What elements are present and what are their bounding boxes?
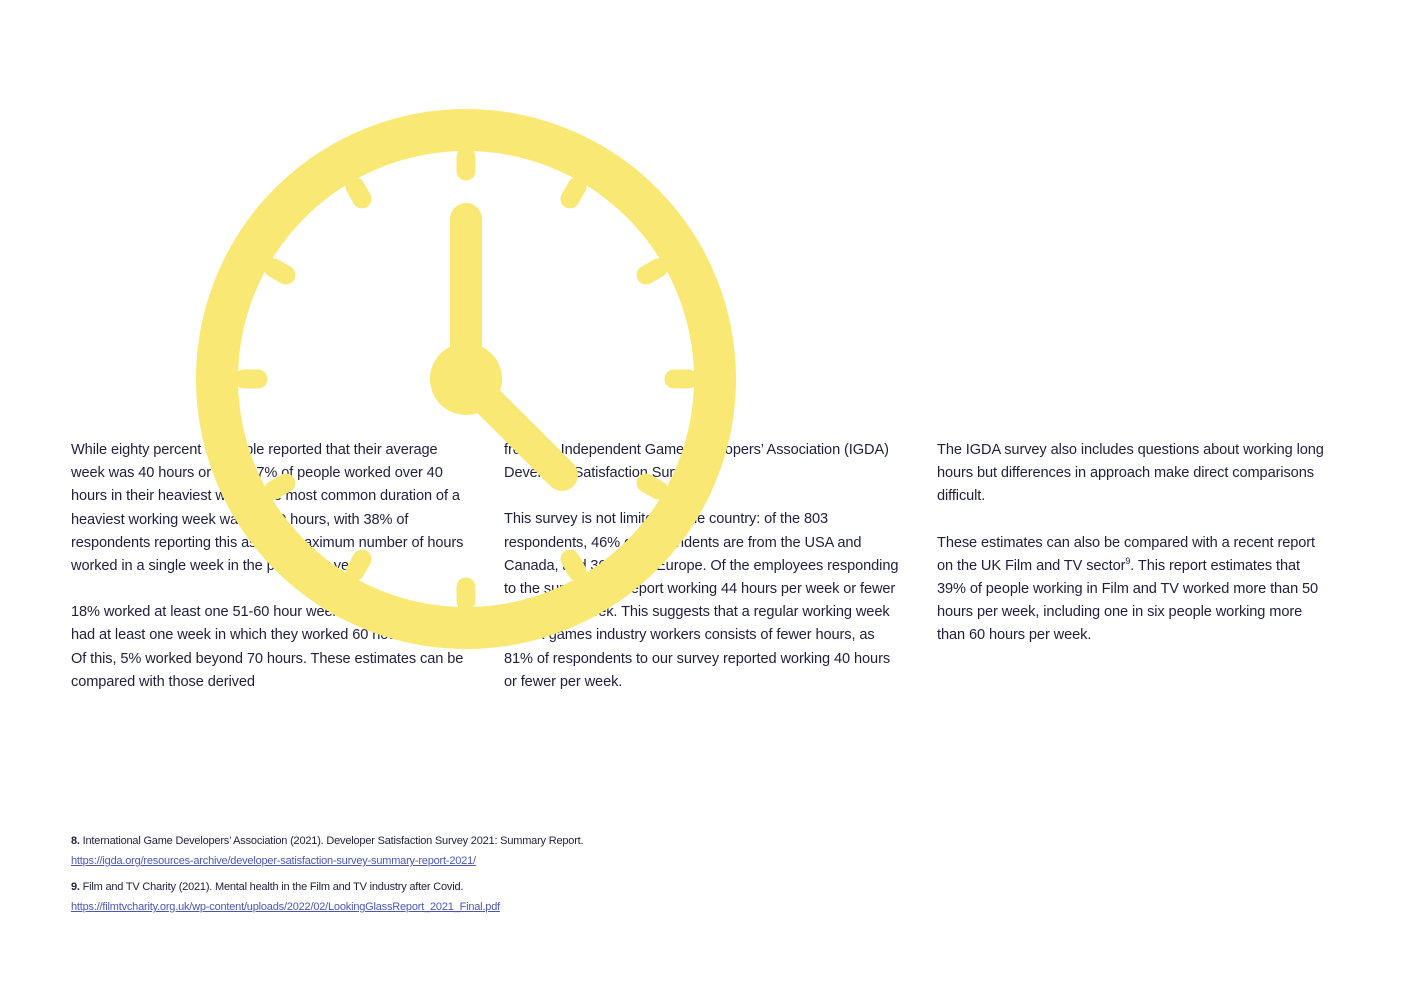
text-column-3: [937, 439, 1327, 671]
footnote-9: [71, 877, 971, 917]
footnote-ref-9[interactable]: 9: [1125, 555, 1131, 566]
paragraph: 18% worked at least one 51-60 hour week, while 6% of people had at least one week in which they worked 60 hours or more. Of this, 5% worked beyond 70 hours. These estimates can be compared with those derived: [71, 604, 469, 690]
footnote-8: [71, 831, 971, 871]
footnote-link[interactable]: https://igda.org/resources-archive/developer-satisfaction-survey-summary-report-2021/: [71, 855, 476, 867]
footnote-number: 9.: [71, 881, 80, 893]
footnote-number: 8.: [71, 835, 80, 847]
paragraph: While eighty percent of people reported that their average week was 40 hours or less, 67% of people worked over 40 hours in their heaviest week. The most common duration of a heaviest working week was 41-50 hours, with 38% of respondents reporting this as their maximum number of hours worked in a single week in the preceding year.: [71, 442, 464, 575]
paragraph: The IGDA survey also includes questions about working long hours but differences in approach make direct comparisons difficult.: [937, 442, 1324, 505]
footnote-text: Film and TV Charity (2021). Mental health in the Film and TV industry after Covid.: [82, 881, 464, 893]
footnote-text: International Game Developers’ Association (2021). Developer Satisfaction Survey 2021: Summary Report.: [82, 835, 584, 847]
footnote-link[interactable]: https://filmtvcharity.org.uk/wp-content/uploads/2022/02/LookingGlassReport_2021_Final.pdf: [71, 901, 500, 913]
paragraph-text: from the Independent Game Developers’ Association (IGDA) Developer Satisfaction Survey: [504, 442, 889, 482]
paragraph-end: .: [701, 465, 706, 482]
paragraph: [937, 532, 1327, 648]
clock-icon: [196, 109, 736, 649]
footnote-ref-8[interactable]: 8: [696, 463, 702, 474]
paragraph-text: These estimates can also be compared with a recent report on the UK Film and TV sector: [937, 534, 1315, 574]
clock-center-hub: [430, 343, 502, 415]
footnotes: [71, 831, 971, 923]
paragraph-end: . This report estimates that 39% of people working in Film and TV worked more than 50 hours per week, including one in six people working more than 60 hours per week.: [937, 557, 1319, 644]
paragraph: This survey is not limited to one country: of the 803 respondents, 46% of respondents are from the USA and Canada, and 30% from Europe. Of the employees responding to the survey, 79% report working 44 hours per week or fewer in a regular week. This suggests that a regular working week for UK games industry workers consists of fewer hours, as 81% of respondents to our survey reported working 40 hours or fewer per week.: [504, 511, 899, 690]
